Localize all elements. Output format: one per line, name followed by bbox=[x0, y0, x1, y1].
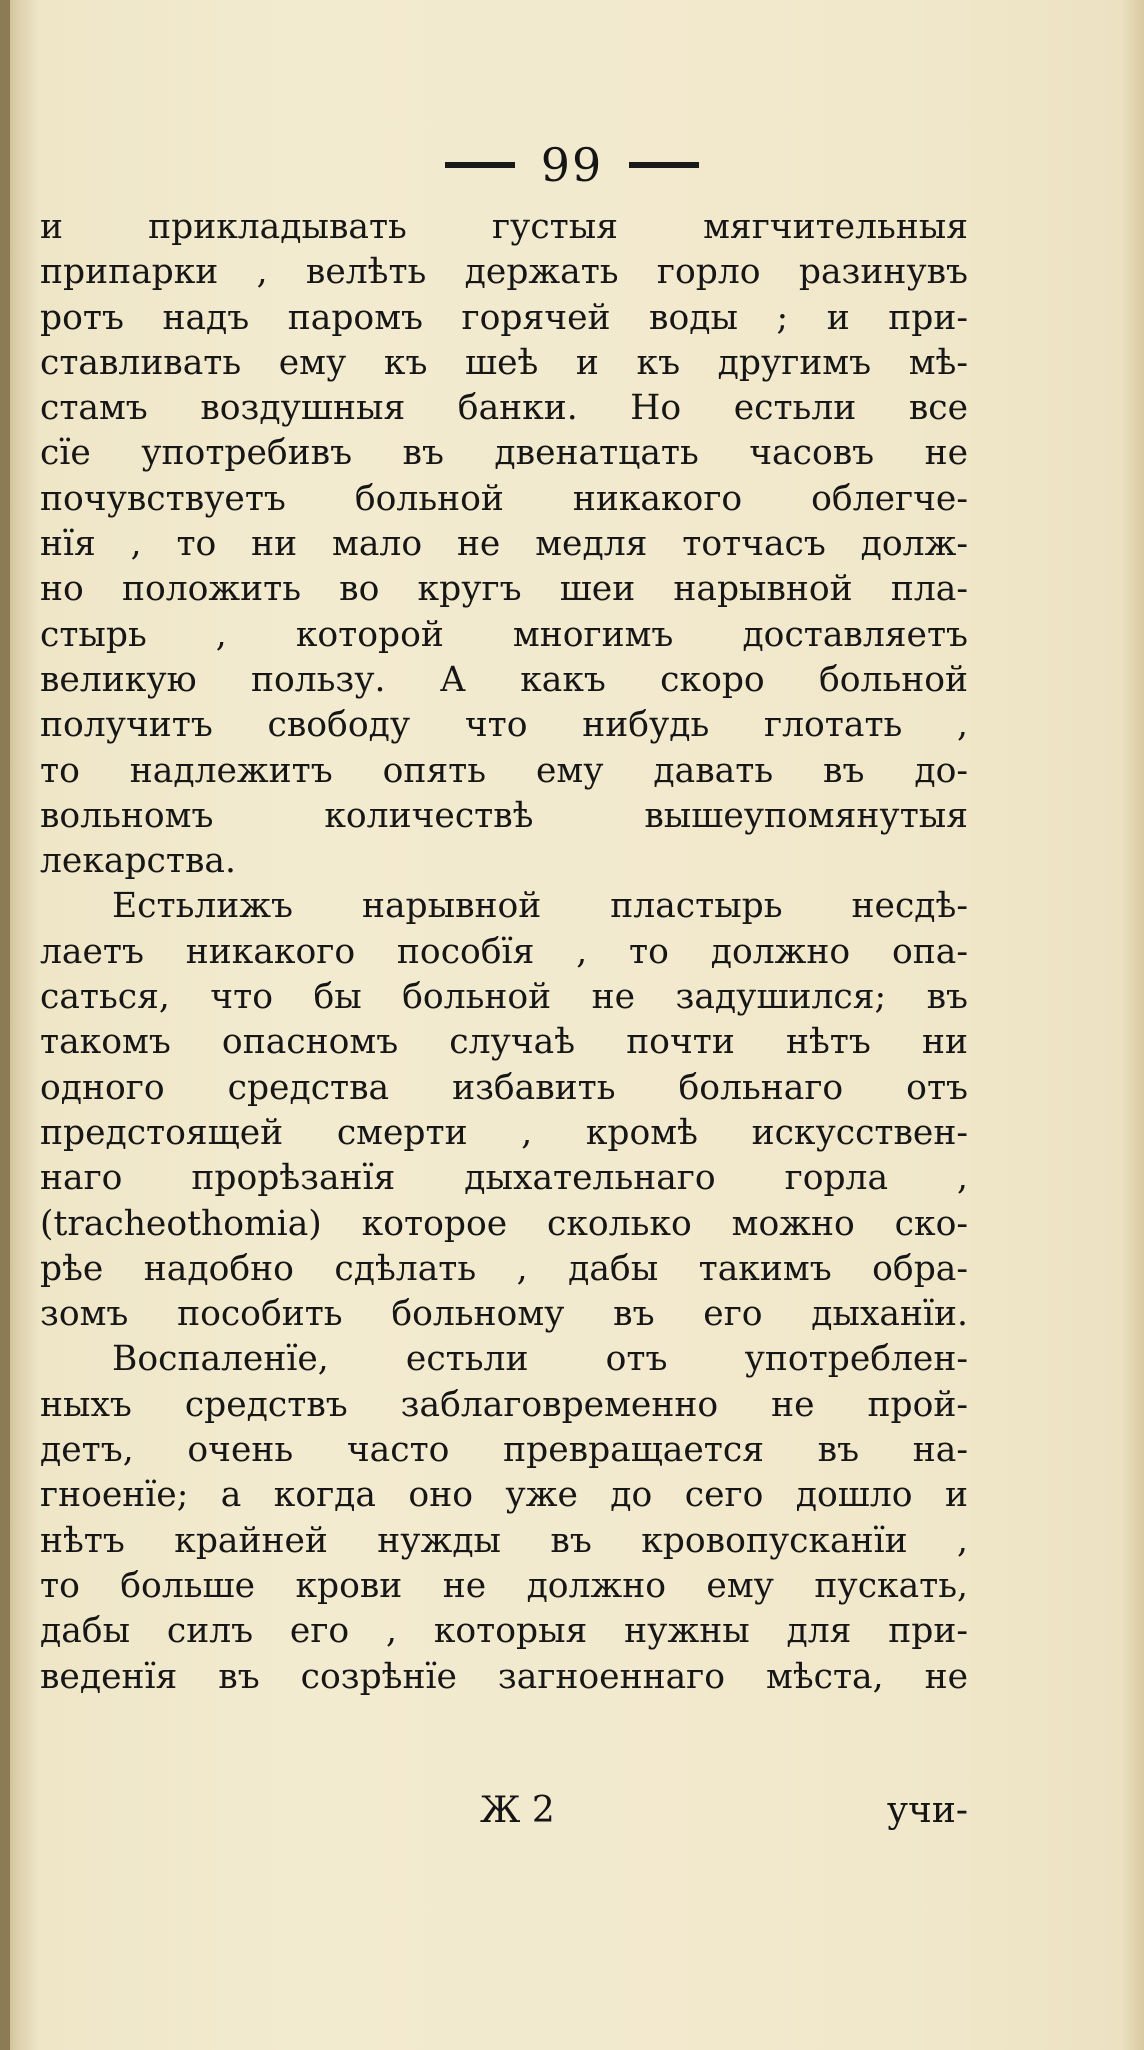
text-line: веденïя въ созрѣнïе загноеннаго мѣста, не bbox=[40, 1656, 968, 1697]
text-line: лаетъ никакого пособïя , то должно опа- bbox=[40, 931, 968, 972]
page-footer bbox=[40, 1790, 968, 1840]
header-rule-right bbox=[629, 162, 699, 168]
text-line: нïя , то ни мало не медля тотчасъ долж- bbox=[40, 524, 968, 565]
text-line: предстоящей смерти , кромѣ искусствен- bbox=[40, 1112, 968, 1153]
text-line: саться, что бы больной не задушился; въ bbox=[40, 977, 968, 1018]
text-line: стырь , которой многимъ доставляетъ bbox=[40, 614, 968, 655]
text-line: рѣе надобно сдѣлать , дабы такимъ обра- bbox=[40, 1248, 968, 1289]
text-line: получитъ свободу что нибудь глотать , bbox=[40, 705, 968, 746]
text-line: гноенïе; а когда оно уже до сего дошло и bbox=[40, 1475, 968, 1516]
text-line: великую пользу. А какъ скоро больной bbox=[40, 659, 968, 700]
text-line: но положить во кругъ шеи нарывной пла- bbox=[40, 569, 968, 610]
text-line: лекарства. bbox=[40, 841, 236, 882]
text-line: (tracheothomia) которое сколько можно ско- bbox=[40, 1203, 968, 1244]
page-number: 99 bbox=[540, 138, 604, 192]
text-line: и прикладывать густыя мягчительныя bbox=[40, 207, 968, 247]
text-line: одного средства избавить больнаго отъ bbox=[40, 1067, 968, 1108]
text-line: Естьлижъ нарывной пластырь несдѣ- bbox=[112, 886, 968, 927]
header-rule-left bbox=[445, 162, 515, 168]
body-text bbox=[40, 205, 968, 1700]
text-line: такомъ опасномъ случаѣ почти нѣтъ ни bbox=[40, 1022, 968, 1063]
text-line: почувствуетъ больной никакого облегче- bbox=[40, 478, 968, 519]
text-line: ротъ надъ паромъ горячей воды ; и при- bbox=[40, 297, 968, 338]
text-line: ставливать ему къ шеѣ и къ другимъ мѣ- bbox=[40, 342, 968, 383]
text-line: ныхъ средствъ заблаговременно не прой- bbox=[40, 1384, 968, 1425]
text-line: наго прорѣзанïя дыхательнаго горла , bbox=[40, 1158, 968, 1199]
text-line: сïе употребивъ въ двенатцать часовъ не bbox=[40, 433, 968, 474]
text-line: то надлежитъ опять ему давать въ до- bbox=[40, 750, 968, 791]
text-line: вольномъ количествѣ вышеупомянутыя bbox=[40, 795, 968, 836]
page-gutter-shadow bbox=[0, 0, 10, 2050]
text-line: то больше крови не должно ему пускать, bbox=[40, 1565, 968, 1606]
catchword: учи- bbox=[886, 1790, 968, 1831]
page-header bbox=[0, 138, 1144, 192]
text-line: припарки , велѣть держать горло разинувъ bbox=[40, 252, 968, 293]
text-line: дабы силъ его , которыя нужны для при- bbox=[40, 1611, 968, 1652]
text-line: Воспаленïе, естьли отъ употреблен- bbox=[112, 1339, 968, 1380]
text-line: стамъ воздушныя банки. Но естьли все bbox=[40, 388, 968, 429]
text-line: детъ, очень часто превращается въ на- bbox=[40, 1430, 968, 1471]
signature-mark: Ж 2 bbox=[480, 1790, 555, 1831]
text-line: нѣтъ крайней нужды въ кровопусканïи , bbox=[40, 1520, 968, 1561]
text-line: зомъ пособить больному въ его дыханïи. bbox=[40, 1294, 968, 1335]
